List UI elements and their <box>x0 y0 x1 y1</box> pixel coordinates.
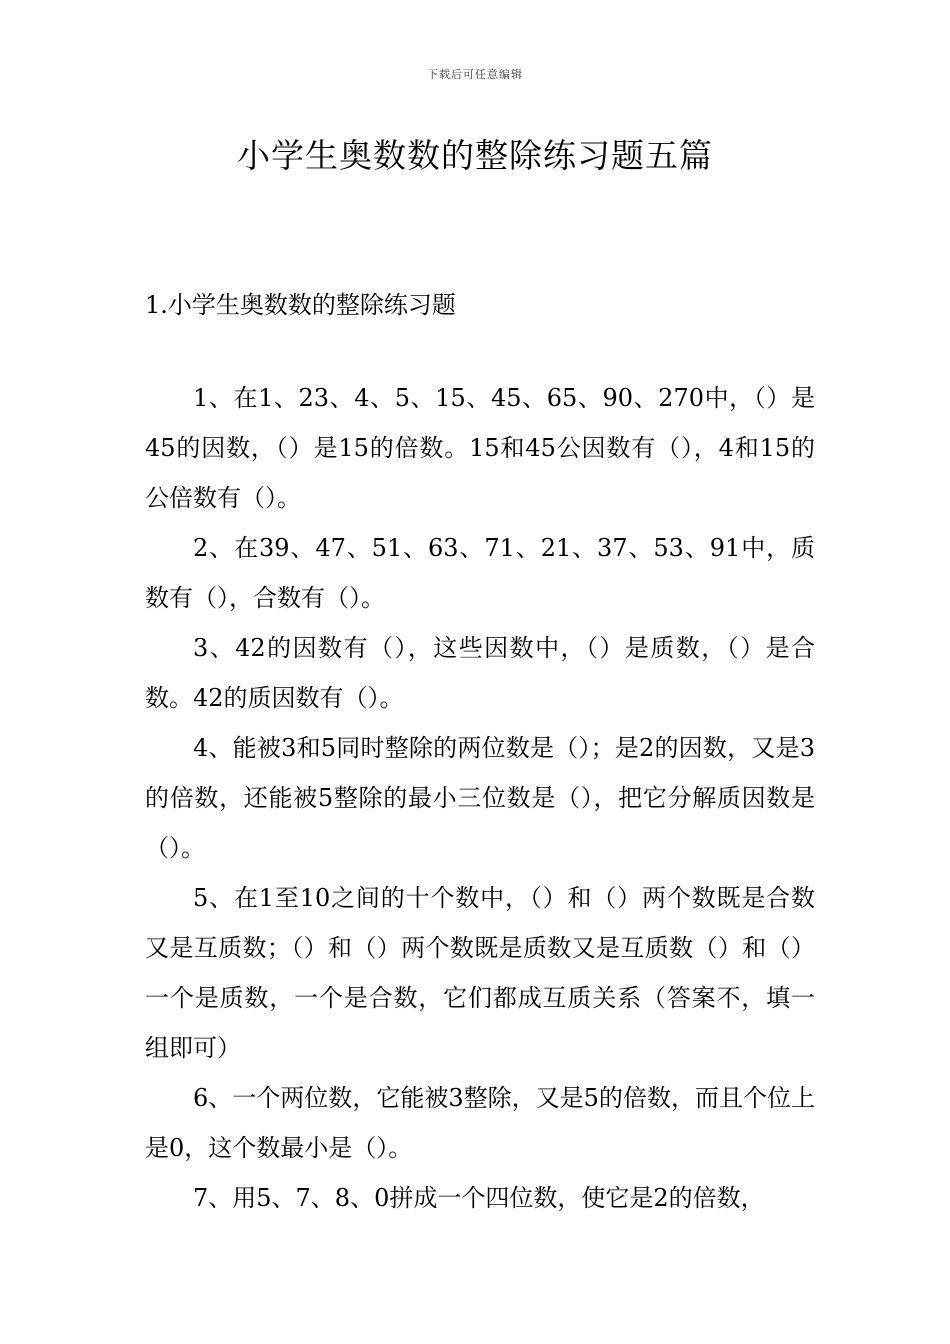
question-paragraph: 4、能被3和5同时整除的两位数是（）；是2的因数，又是3的倍数，还能被5整除的最小三位数是（），把它分解质因数是（）。 <box>145 734 815 862</box>
section-heading: 1.小学生奥数数的整除练习题 <box>145 291 456 319</box>
question-paragraph: 3、42的因数有（），这些因数中，（）是质数，（）是合数。42的质因数有（）。 <box>145 634 815 712</box>
question-paragraph: 7、用5、7、8、0拼成一个四位数，使它是2的倍数， <box>193 1184 765 1212</box>
question-paragraph: 5、在1至10之间的十个数中，（）和（）两个数既是合数又是互质数；（）和（）两个数既是质数又是互质数（）和（）一个是质数，一个是合数，它们都成互质关系（答案不，填一组即可） <box>145 884 815 1062</box>
header-note: 下载后可任意编辑 <box>427 68 523 81</box>
question-paragraph: 1、在1、23、4、5、15、45、65、90、270中，（）是45的因数，（）是15的倍数。15和45公因数有（），4和15的公倍数有（）。 <box>145 384 815 512</box>
question-paragraph: 2、在39、47、51、63、71、21、37、53、91中，质数有（），合数有（）。 <box>145 534 815 612</box>
document-title: 小学生奥数数的整除练习题五篇 <box>237 136 713 175</box>
question-paragraph: 6、一个两位数，它能被3整除，又是5的倍数，而且个位上是0，这个数最小是（）。 <box>145 1084 815 1162</box>
body-text <box>145 373 815 1223</box>
